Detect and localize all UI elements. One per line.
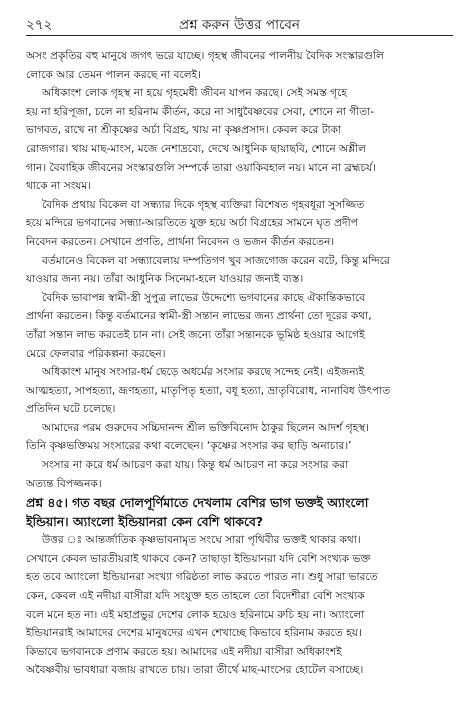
text-line: বলে মনে হত না। এই মহাপ্রভুর দেশের লোক হয়েও হরিনামে রুচি হয় না। অ্যাংলো (26, 608, 365, 621)
question-line: প্রশ্ন ৪৫। গত বছর দোলপূর্ণিমাতে দেখলাম বেশির ভাগ ভক্তই অ্যাংলো (26, 495, 369, 511)
text-line: লোকে আর তেমন পালন করছে না বলেই। (26, 68, 201, 81)
text-line: নিবেদন করতেন। সেখানে প্রণতি, প্রার্থনা নিবেদন ও ভজন কীর্তন করতেন। (26, 235, 335, 248)
text-line: অসং প্রকৃতির বহু মানুষে জগৎ ভরে যাচ্ছে। গৃহস্থ জীবনের পালনীয় বৈদিক সংস্কারগুলি (26, 50, 384, 62)
text-line: হয় না হরিপূজা, চলে না হরিনাম কীর্তন, করে না সাধুবৈষ্ণবের সেবা, শোনে না গীতা- (26, 105, 375, 118)
text-line: ইন্ডিয়ানরাই আমাদের দেশের মানুষদের এখন শেখাচ্ছে কিভাবে হরিনাম করতে হয়। (26, 627, 362, 640)
text-line: রোজগার। খায় মাছ-মাংস, মজে নেশাদ্রব্যে, দেখে আধুনিক ছায়াছবি, শোনে অশ্লীল (26, 142, 367, 155)
page-header (26, 12, 453, 36)
text-line: সংসার না করে ধর্ম আচরণ করা যায়। কিন্তু ধর্ম আচরণ না করে সংসার করা (42, 459, 349, 472)
text-line: তাঁরা সন্তান লাভ করতেই চান না। সেই জন্যে তাঁরা সন্তানকে ভূমিষ্ঠ হওয়ার আগেই (26, 328, 365, 341)
text-line: থাকে না সংযম। (26, 180, 92, 193)
answer-line: উত্তর ঃ আন্তর্জাতিক কৃষ্ণভাবনামৃত সংঘে সারা পৃথিবীর ভক্তই থাকার কথা। (42, 534, 361, 547)
text-line: কেন, কেবল এই নদীয়া বাসীরা যদি সংযুক্ত হত তাহলে তো বিদেশীরা বেশি সংখ্যক (26, 590, 365, 603)
text-line: অবৈষ্ণবীয় ভাবধারা বজায় রাখতে চায়। তারা তীর্থে মাছ-মাংসের হোটেল বসাচ্ছে। (26, 664, 364, 677)
text-line: অত্যন্ত বিপজ্জনক। (26, 477, 102, 490)
text-line: মেরে ফেলবার পরিকল্পনা করছেন। (26, 347, 166, 360)
text-line: হয়ে মন্দিরে ভগবানের সন্ধ্যা-আরতিতে যুক্ত হয়ে অর্চা বিগ্রহের সামনে ঘৃত প্রদীপ (26, 217, 358, 230)
body-text (26, 47, 455, 680)
text-line: আত্মহত্যা, সাপহত্যা, ভ্রূণহত্যা, মাতৃপিতৃ হত্যা, বধূ হত্যা, ভ্রাতৃবিরোধ, নানাবিধ উৎপাত (26, 384, 391, 397)
question-line: ইন্ডিয়ান। অ্যাংলো ইন্ডিয়ানরা কেন বেশি থাকবে? (26, 514, 264, 530)
text-line: হত তবে অ্যাংলো ইন্ডিয়ানরা সংখ্যা গরিষ্ঠতা লাভ করতে পারত না। শুধু সারা ভারতে (26, 571, 378, 584)
text-line: সেখানে কেবল ভারতীয়রাই থাকবে কেন? তাছাড়া ইন্ডিয়ানরা যদি বেশি সংখ্যক ভক্ত (26, 552, 371, 565)
page-number: ২৭২ (26, 17, 53, 33)
text-line: প্রতিদিন ঘটে চলেছে। (26, 403, 116, 416)
running-title: প্রশ্ন করুন উত্তর পাবেন (179, 17, 300, 33)
text-line: কিভাবে ভগবানকে প্রণাম করতে হয়। আমাদের এই নদীয়া বাসীরা অধিকাংশই (26, 645, 342, 658)
header-rule (26, 35, 453, 36)
text-line: বৈদিক ভাবাপন্ন স্বামী-স্ত্রী সুপুত্র লাভের উদ্দেশ্যে ভগবানের কাছে ঐকান্তিকভাবে (42, 291, 365, 304)
text-line: ভাগবত, রাখে না শ্রীকৃষ্ণের অর্চা বিগ্রহ, খায় না কৃষ্ণপ্রসাদ। কেবল করে টাকা (26, 124, 342, 137)
text-line: বর্তমানেও বিকেল বা সন্ধ্যাবেলায় দম্পতিগণ খুব সাজগোজ করেন বটে, কিন্তু মন্দিরে (42, 254, 390, 267)
text-line: অধিকাংশ মানুষ সংসার-ধর্ম ছেড়ে অধর্মের সংসার করছে সন্দেহ নেই। এইজন্যই (42, 366, 365, 379)
text-line: আমাদের পরম গুরুদেব সচ্চিদানন্দ শ্রীল ভক্তিবিনোদ ঠাকুর ছিলেন আদর্শ গৃহস্থ। (42, 421, 370, 434)
text-line: প্রার্থনা করতেন। কিন্তু বর্তমানের স্বামী-স্ত্রী সন্তান লাভের জন্য প্রার্থনা তো দূরের কথা, (26, 310, 372, 323)
text-line: গান। বৈবাহিক জীবনের সংস্কারগুলি সম্পর্কে তারা ওয়াকিবহাল নয়। মানে না ব্রহ্মচর্য। (26, 161, 377, 174)
text-line: অধিকাংশ লোক গৃহস্থ না হয়ে গৃহমেধী জীবন যাপন করছে। সেই সমস্ত গৃহে (42, 87, 347, 100)
text-line: যাওয়ার জন্য নয়। তাঁরা আধুনিক সিনেমা-হলে যাওয়ার জন্যই ব্যস্ত। (26, 273, 304, 286)
text-line: তিনি কৃষ্ণভক্তিময় সংসারের কথা বলেছেন। ‘কৃষ্ণের সংসার কর ছাড়ি অনাচার।’ (26, 440, 352, 453)
text-line: বৈদিক প্রথায় বিকেল বা সন্ধ্যার দিকে গৃহস্থ ব্যক্তিরা বিশেষত গৃহবধূরা সুসজ্জিত (42, 198, 365, 211)
